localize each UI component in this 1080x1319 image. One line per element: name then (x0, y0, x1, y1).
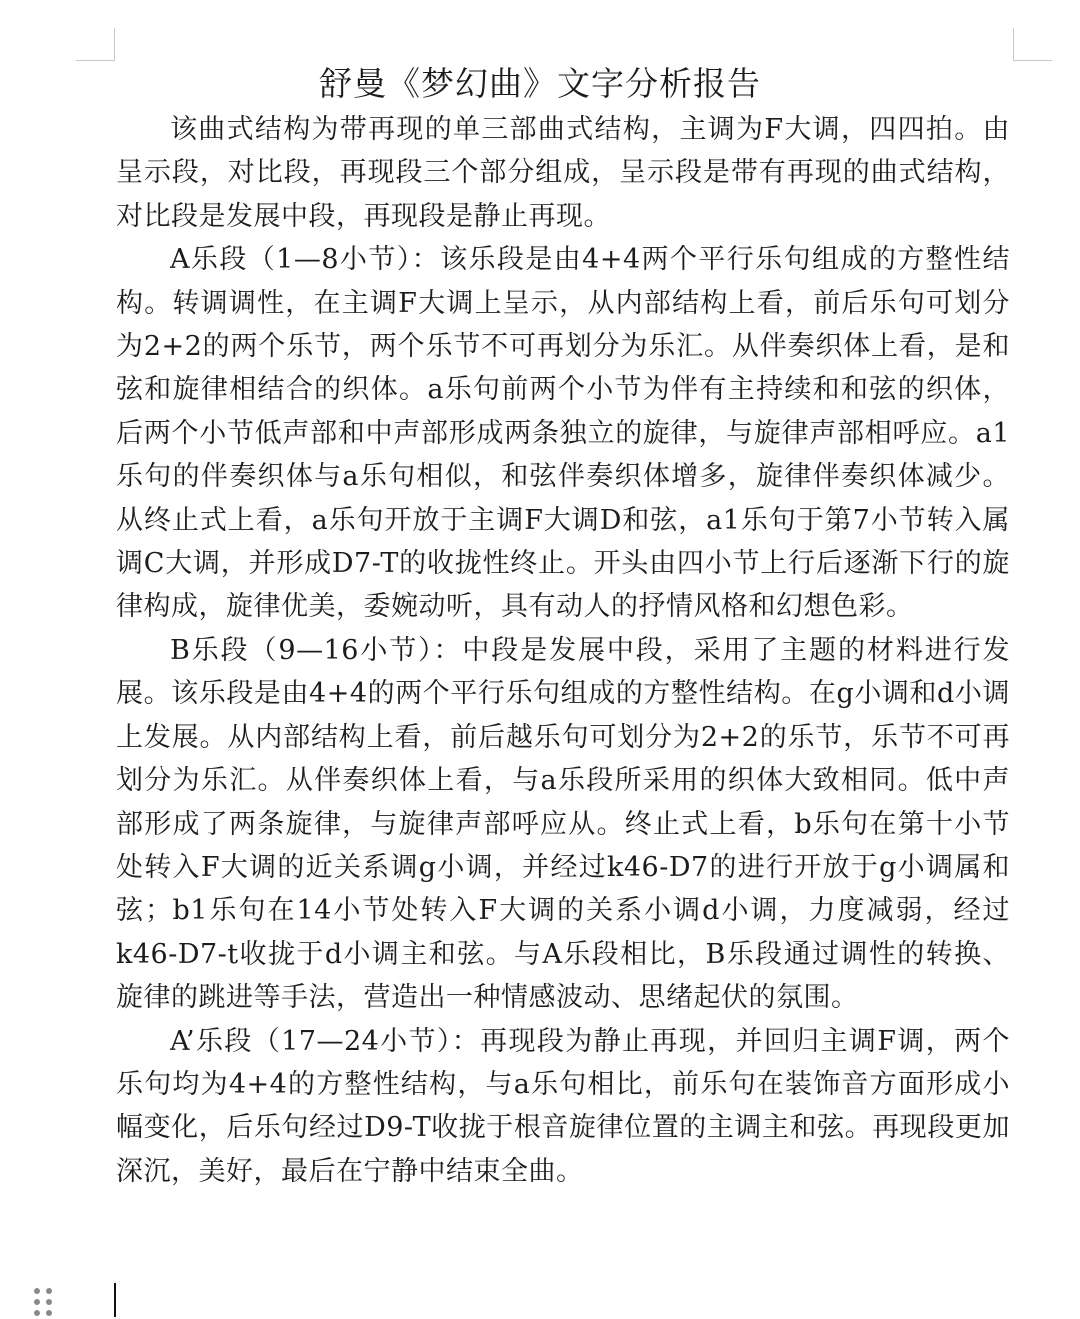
text-cursor (114, 1283, 116, 1317)
paragraph-section-b[interactable]: B乐段（9—16小节）：中段是发展中段，采用了主题的材料进行发展。该乐段是由4+4的两个平行乐句组成的方整性结构。在g小调和d小调上发展。从内部结构上看，前后越乐句可划分为2+2的乐节，乐节不可再划分为乐汇。从伴奏织体上看，与a乐段所采用的织体大致相同。低中声部形成了两条旋律，与旋律声部呼应从。终止式上看，b乐句在第十小节处转入F大调的近关系调g小调，并经过k46-D7的进行开放于g小调属和弦；b1乐句在14小节处转入F大调的关系小调d小调，力度减弱，经过k46-D7-t收拢于d小调主和弦。与A乐段相比，B乐段通过调性的转换、旋律的跳进等手法，营造出一种情感波动、思绪起伏的氛围。 (116, 634, 1010, 1014)
margin-corner-top-right (1013, 28, 1052, 61)
drag-handle-icon[interactable] (34, 1288, 58, 1319)
document-title[interactable]: 舒曼《梦幻曲》文字分析报告 (319, 64, 761, 103)
paragraph-intro[interactable]: 该曲式结构为带再现的单三部曲式结构，主调为F大调，四四拍。由呈示段，对比段，再现段三个部分组成，呈示段是带有再现的曲式结构，对比段是发展中段，再现段是静止再现。 (116, 114, 1010, 232)
paragraph-section-a-prime[interactable]: A’乐段（17—24小节）：再现段为静止再现，并回归主调F调，两个乐句均为4+4的方整性结构，与a乐句相比，前乐句在装饰音方面形成小幅变化，后乐句经过D9-T收拢于根音旋律位置的主调主和弦。再现段更加深沉，美好，最后在宁静中结束全曲。 (116, 1025, 1010, 1187)
paragraph-section-a[interactable]: A乐段（1—8小节）：该乐段是由4+4两个平行乐句组成的方整性结构。转调调性，在主调F大调上呈示，从内部结构上看，前后乐句可划分为2+2的两个乐节，两个乐节不可再划分为乐汇。从伴奏织体上看，是和弦和旋律相结合的织体。a乐句前两个小节为伴有主持续和和弦的织体，后两个小节低声部和中声部形成两条独立的旋律，与旋律声部相呼应。a1乐句的伴奏织体与a乐句相似，和弦伴奏织体增多，旋律伴奏织体减少。从终止式上看，a乐句开放于主调F大调D和弦，a1乐句于第7小节转入属调C大调，并形成D7-T的收拢性终止。开头由四小节上行后逐渐下行的旋律构成，旋律优美，委婉动听，具有动人的抒情风格和幻想色彩。 (116, 244, 1010, 623)
document-body[interactable] (116, 108, 1010, 1193)
margin-corner-top-left (76, 28, 115, 61)
